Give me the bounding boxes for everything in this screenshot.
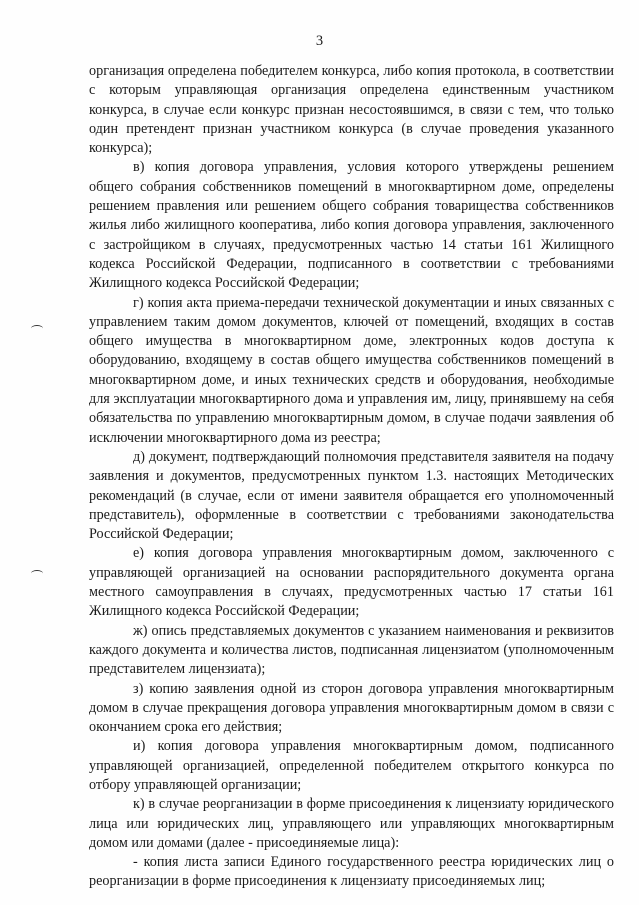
paragraph-v: в) копия договора управления, условия которого утверждены решением общего собрания собственников помещений в многоквартирном доме, определены решением правления или решением общего собрания товарищества собственников жилья либо жилищного кооператива, либо копия договора управления, заключенного с застройщиком в случаях, предусмотренных частью 14 статьи 161 Жилищного кодекса Российской Федерации, подписанного в соответствии с требованиями Жилищного кодекса Российской Федерации;: [89, 159, 614, 292]
paragraph-k: к) в случае реорганизации в форме присоединения к лицензиату юридического лица или юридических лиц, управляющего или управляющих многоквартирным домом или домами (далее - присоединяемые лица):: [89, 796, 614, 851]
page-number: 3: [315, 33, 324, 49]
paragraph-zh: ж) опись представляемых документов с указанием наименования и реквизитов каждого документа и количества листов, подписанная лицензиатом (уполномоченным представителем лицензиата);: [89, 622, 614, 678]
paragraph: организация определена победителем конкурса, либо копия протокола, в соответствии с которым управляющая организация определена единственным участником конкурса, в случае если конкурс признан несостоявшимся, в связи с тем, что только один претендент признан участником конкурса (в случае проведения указанного конкурса);: [89, 63, 614, 157]
paragraph-z: з) копию заявления одной из сторон договора управления многоквартирным домом в случае прекращения договора управления многоквартирным домом в связи с окончанием срока его действия;: [89, 680, 614, 736]
paragraph-d: д) документ, подтверждающий полномочия представителя заявителя на подачу заявления и документов, предусмотренных пунктом 1.3. настоящих Методических рекомендаций (в случае, если от имени заявителя обращается его уполномоченный представитель), оформленные в соответствии с требованиями законодательства Российской Федерации;: [89, 448, 614, 543]
paragraph-g: г) копия акта приема-передачи технической документации и иных связанных с управлением таким домом документов, ключей от помещений, входящих в состав общего имущества в многоквартирном доме, электронных кодов доступа к оборудованию, входящему в состав общего имущества собственников помещений в многоквартирном доме, и иных технических средств и оборудования, необходимые для эксплуатации многоквартирного дома и управления им, лицу, принявшему на себя обязательства по управлению многоквартирным домом, в случае подачи заявления об исключении многоквартирного дома из реестра;: [89, 294, 614, 446]
paragraph-i: и) копия договора управления многоквартирным домом, подписанного управляющей организацией, определенной победителем открытого конкурса по отбору управляющей организации;: [89, 738, 614, 793]
paragraph-k-item: - копия листа записи Единого государственного реестра юридических лиц о реорганизации в форме присоединения к лицензиату присоединяемых лиц;: [89, 854, 614, 890]
paragraph-e: е) копия договора управления многоквартирным домом, заключенного с управляющей организацией на основании распорядительного документа органа местного самоуправления в случаях, предусмотренных частью 17 статьи 161 Жилищного кодекса Российской Федерации;: [89, 545, 614, 620]
margin-punch-mark: [31, 325, 43, 332]
document-body: [89, 62, 614, 892]
margin-punch-mark: [31, 570, 43, 577]
